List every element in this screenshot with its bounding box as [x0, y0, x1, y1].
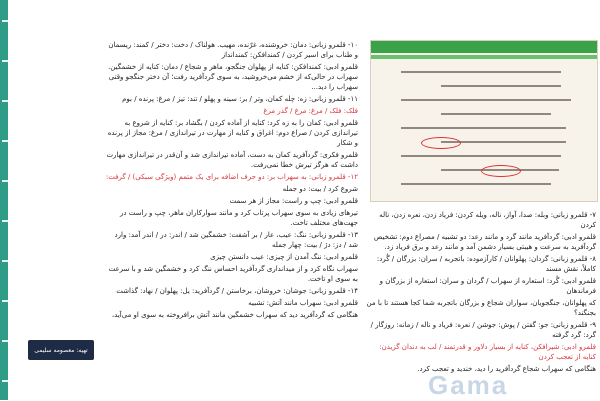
author-label: تهیه: معصومه سلیمی [28, 340, 94, 360]
image-header-bar [371, 41, 597, 53]
watermark: Gama [428, 370, 509, 400]
right-text-column [364, 210, 596, 376]
left-paragraph: قلمرو ادبی: کمان را به زه کرد: کنایه از آماده کردن / بگشاد بر: کنایه از شروع به تیراندازی کردن / صراع دوم: اغراق و کنایه از مهارت در تیراندازی / مرغ: مجاز از پرنده و شکار [107, 119, 358, 147]
left-text-column [104, 40, 358, 322]
left-paragraph: ۱۴- قلمرو زبانی: جوشان: خروشان، برخاستن / گردآفرید: یل: پهلوان / نهاد: گذاشت [116, 287, 358, 295]
right-paragraph: ۸- قلمرو زبانی: گردان: پهلوانان / کارآزموده: باتجربه / سران: بزرگان / گُرد: کاملاً، نقش مسند [376, 255, 596, 273]
left-paragraph: ۱۱- قلمرو زبانی: زه: چله کمان، وتر / بر: سینه و پهلو / تند: تیز / مرغ: پرنده / بوم [122, 95, 358, 103]
image-header-stripe [371, 55, 597, 59]
right-paragraph: قلمرو ادبی: شیرافکن، کنایه از بسیار دلاور و قدرتمند / لب به دندان گزیدن: کنایه از تعجب کردن [379, 343, 596, 361]
right-paragraph: قلمرو ادبی: گُرد: استعاره از سهراب / گردان و سران: استعاره از بزرگان و فرماندهان [379, 277, 596, 295]
left-paragraph: فلک: فلک / مرغ: مرغ / گذر مرغ [263, 107, 358, 115]
left-paragraph: شروع کرد / بیت: دو جمله [282, 185, 358, 193]
right-paragraph: ۹- قلمرو زبانی: جو: گفتن / پوش: جوشن / نعره: فریاد و ناله / زمانه: روزگار / گرد: گرد گرفته [370, 321, 596, 339]
left-paragraph: سهراب نگاه کرد و از میدانداری گردآفرید احساس ننگ کرد و خشمگین شد و با سرعت به سوی او تاخت. [108, 265, 358, 283]
right-paragraph: ۷- قلمرو زبانی: وبله: صدا، آواز، ناله، ویله کردن: فریاد زدن، نعره زدن، ناله کردن [379, 211, 596, 229]
left-paragraph: تیرهای زیادی به سوی سهراب پرتاب کرد و مانند سوارکاران ماهر، چپ و راست در جهت‌های مختلف تاخت. [120, 209, 358, 227]
right-paragraph: که پهلوانان، جنگجویان، سواران شجاع و بزرگان باتجربه شما کجا هستند تا با من بجنگند؟ [366, 299, 596, 317]
left-paragraph: هنگامی که گردآفرید دید که سهراب خشمگین مانند آتش برافروخته به سوی او می‌آید، [111, 311, 358, 319]
left-paragraph: قلمرو ادبی: ننگ آمدن از چیزی: عیب دانستن چیزی [210, 253, 358, 261]
document-image [370, 40, 598, 202]
left-paragraph: قلمرو ادبی: چپ و راست: مجاز از هر سمت [229, 197, 358, 205]
left-paragraph: قلمرو ادبی: کمندافکن: کنایه از پهلوان جنگجو، ماهر و شجاع / دمان: کنایه از خشمگین. سهراب در حالی‌که از خشم می‌خروشید، به سوی گردآفرید رفت؛ آن دختر جنگجو وقتی سهراب را دید... [108, 63, 358, 91]
slide [8, 0, 596, 400]
right-paragraph: هنگامی که سهراب شجاع گردآفرید را دید، خندید و تعجب کرد. [417, 365, 596, 373]
left-paragraph: ۱۳- قلمرو زبانی: ننگ: عیب، عار / بر آشفت: خشمگین شد / اندر: در / اندر آمد: وارد شد / دز: دژ / بیت: چهار جمله [114, 231, 358, 249]
left-paragraph: قلمرو فکری: گردآفرید کمان به دست، آماده تیراندازی شد و آن‌قدر در تیراندازی مهارت داشت که هرگز تیرش خطا نمی‌رفت. [106, 151, 358, 169]
left-paragraph: قلمرو ادبی: سهراب مانند آتش: تشبیه [248, 299, 358, 307]
right-paragraph: قلمرو ادبی: گردآفرید مانند گرد و مانند رعد: دو تشبیه / مصراع دوم: تشخیص گردآفرید به سرعت و هیبتی بسیار دشمن آمد و مانند رعد و برق فریاد زد. [373, 233, 596, 251]
left-paragraph: ۱۲- قلمرو زبانی: به سهراب بر: دو حرف اضافه برای یک متمم (ویژگی سبکی) / گرفت: [105, 173, 358, 181]
left-paragraph: ۱۰- قلمرو زبانی: دمان: خروشنده، غرّنده، مهیب. هولناک / دخت: دختر / کمند: ریسمان و طناب برای اسیر کردن / کمندافکن: کمندانداز [108, 41, 358, 59]
